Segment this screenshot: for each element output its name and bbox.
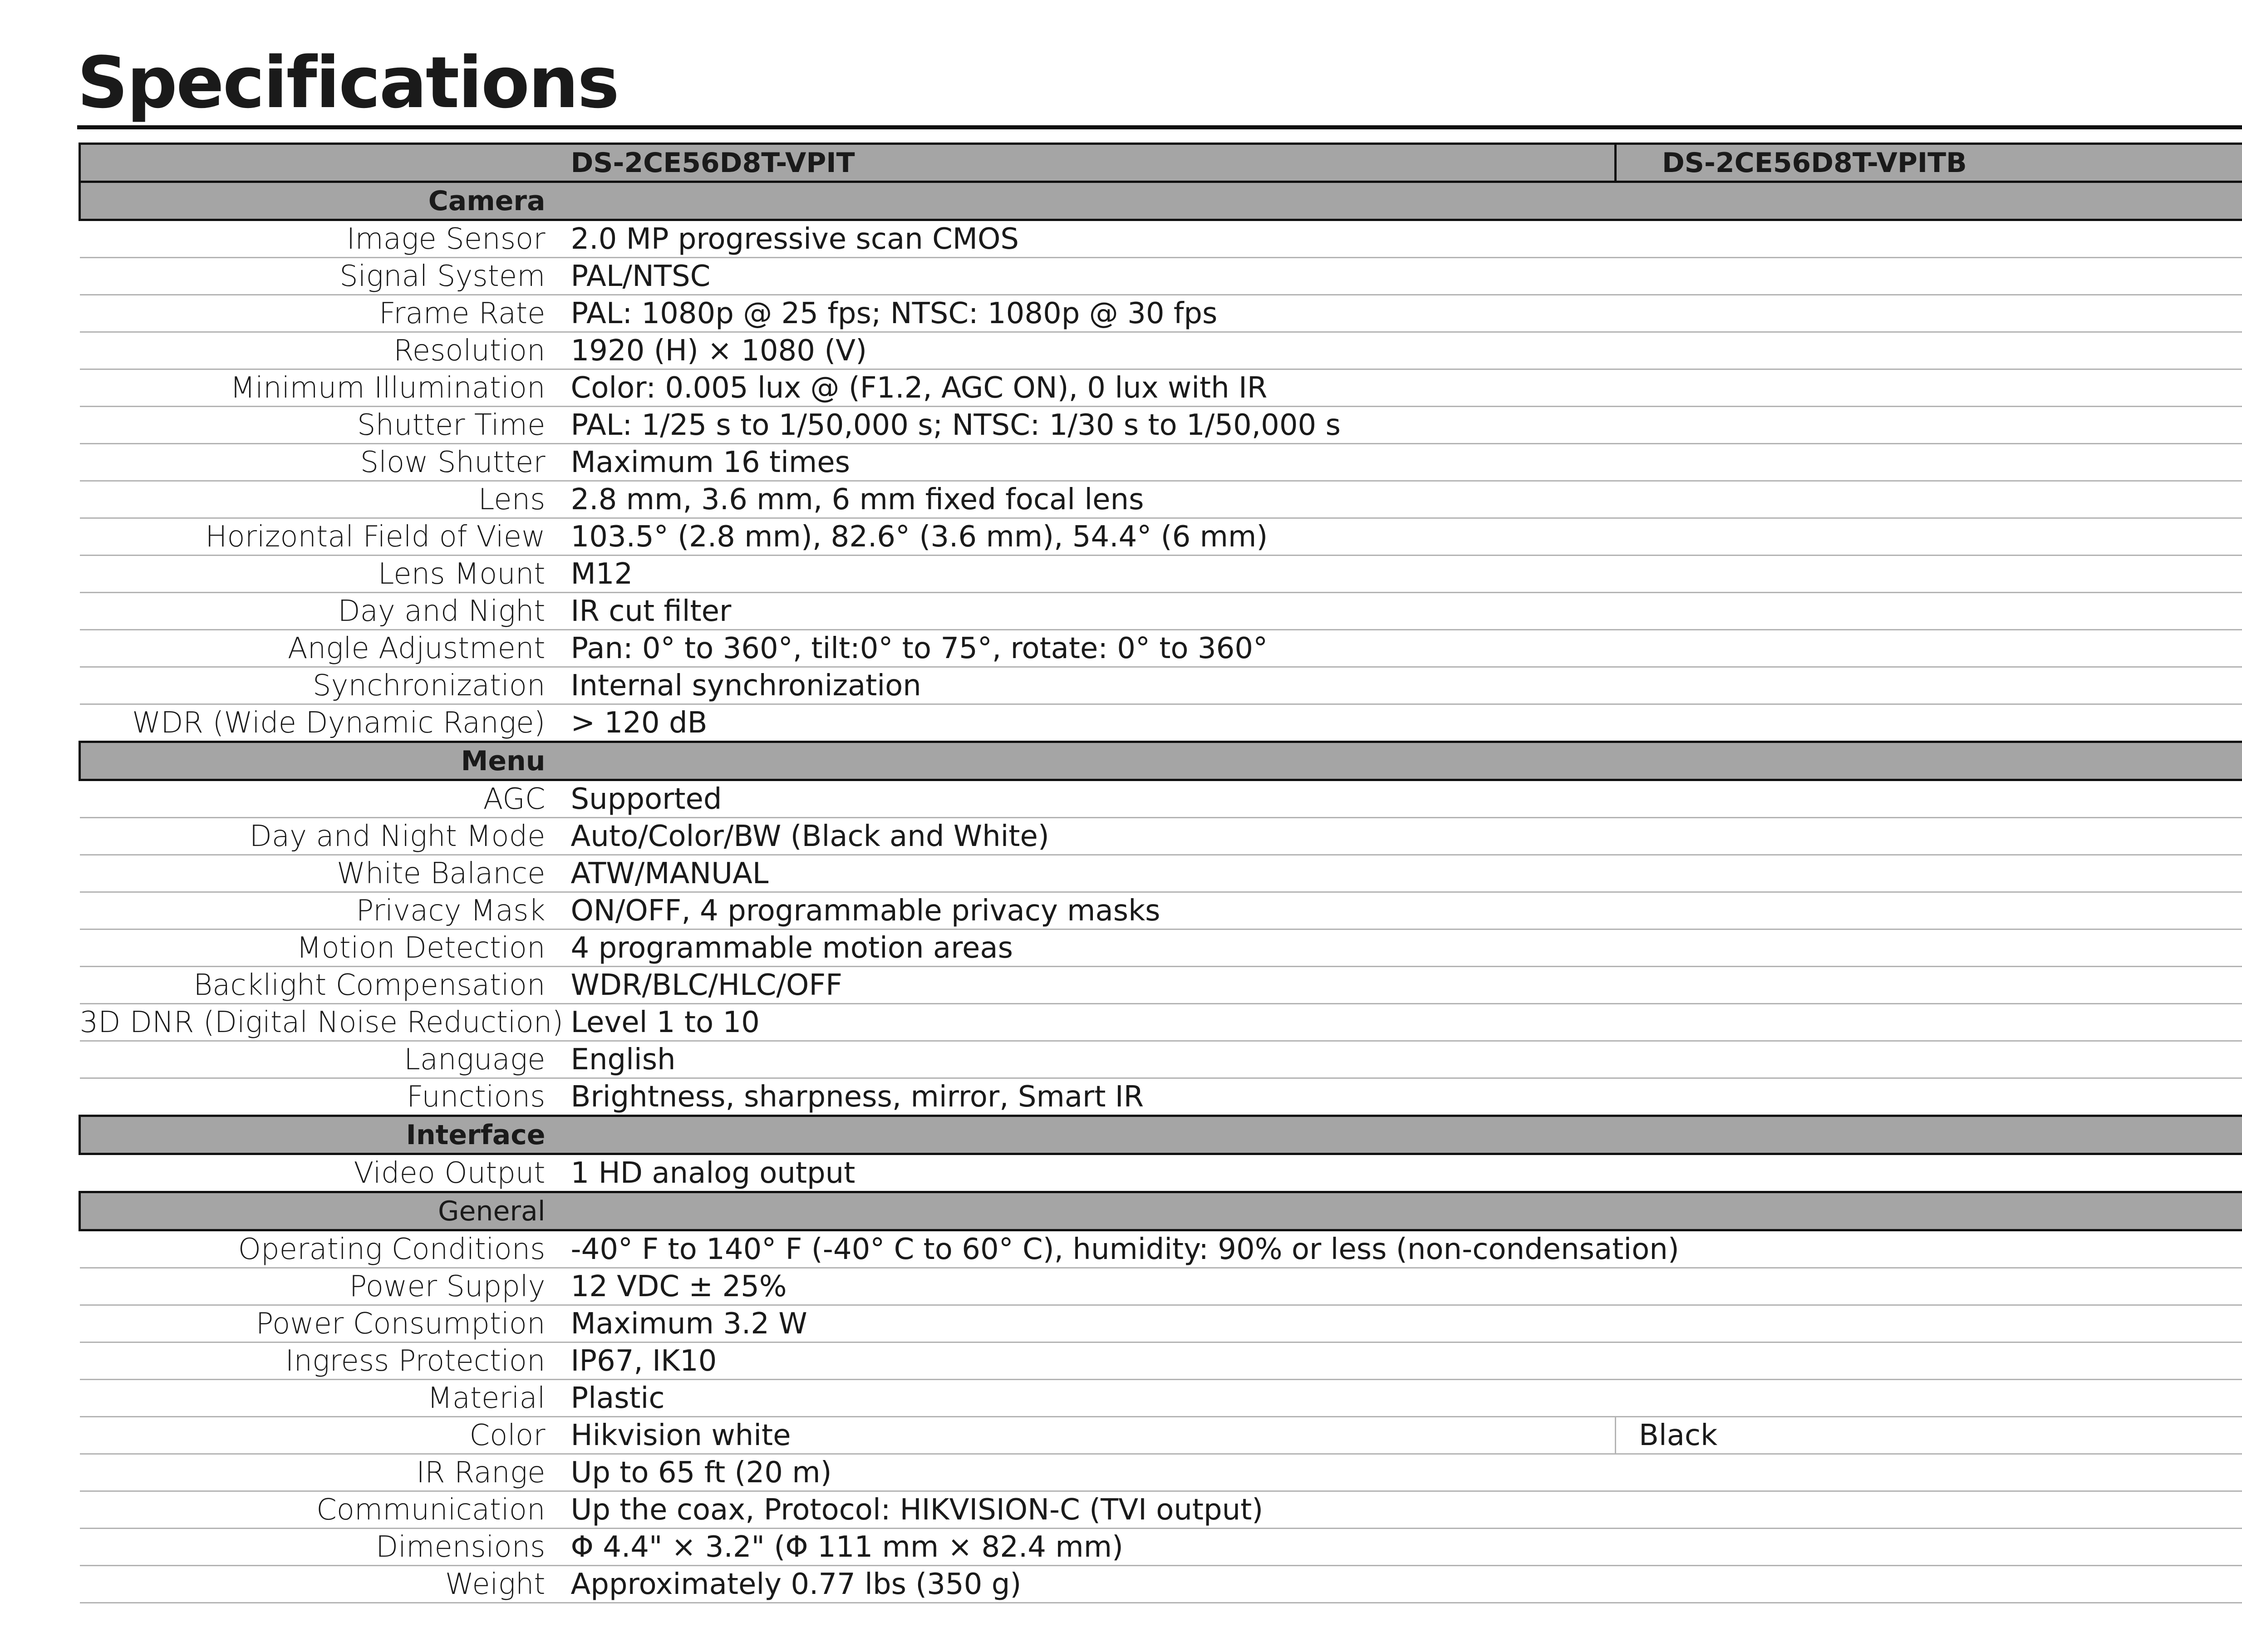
spec-row-ingress-protection [80,1342,2242,1380]
section-title: General [80,1192,571,1230]
spec-row-resolution [80,332,2242,369]
spec-value: 1920 (H) × 1080 (V) [571,332,2242,369]
spec-value: Pan: 0° to 360°, tilt:0° to 75°, rotate: 0° to 360° [571,630,2242,667]
spec-value: English [571,1041,2242,1078]
spec-value: Up the coax, Protocol: HIKVISION-C (TVI output) [571,1491,2242,1529]
spec-row-shutter-time [80,407,2242,444]
spec-row-slow-shutter [80,444,2242,481]
model-header-row [80,144,2242,182]
specifications-table [79,143,2242,1603]
section-title: Camera [80,182,571,220]
spec-row-wdr-wide-dynamic-range [80,704,2242,742]
spec-value: Φ 4.4" × 3.2" (Φ 111 mm × 82.4 mm) [571,1529,2242,1566]
spec-label: Minimum Illumination [80,369,571,407]
spec-value: IR cut filter [571,593,2242,630]
spec-label: IR Range [80,1454,571,1491]
spec-label: Material [80,1380,571,1417]
spec-value: PAL/NTSC [571,258,2242,295]
spec-value: WDR/BLC/HLC/OFF [571,967,2242,1004]
spec-value: 103.5° (2.8 mm), 82.6° (3.6 mm), 54.4° (6 mm) [571,518,2242,556]
spec-row-material [80,1380,2242,1417]
spec-label: Communication [80,1491,571,1529]
spec-label: Angle Adjustment [80,630,571,667]
spec-value: Maximum 16 times [571,444,2242,481]
spec-value: PAL: 1/25 s to 1/50,000 s; NTSC: 1/30 s to 1/50,000 s [571,407,2242,444]
spec-value: Approximately 0.77 lbs (350 g) [571,1566,2242,1603]
spec-label: Image Sensor [80,220,571,258]
spec-label: Lens Mount [80,556,571,593]
spec-label: Privacy Mask [80,892,571,929]
spec-row-image-sensor [80,220,2242,258]
spec-value: 4 programmable motion areas [571,929,2242,967]
spec-label: Shutter Time [80,407,571,444]
spec-value: Plastic [571,1380,2242,1417]
spec-label: Slow Shutter [80,444,571,481]
spec-label: Synchronization [80,667,571,704]
specifications-table-body [80,144,2242,1603]
spec-value: M12 [571,556,2242,593]
model-header-vpitb: DS-2CE56D8T-VPITB [1616,144,2242,182]
spec-value: Maximum 3.2 W [571,1305,2242,1342]
spec-label: WDR (Wide Dynamic Range) [80,704,571,742]
spec-row-power-consumption [80,1305,2242,1342]
spec-label: 3D DNR (Digital Noise Reduction) [80,1004,571,1041]
section-header-menu [80,742,2242,780]
spec-value: Color: 0.005 lux @ (F1.2, AGC ON), 0 lux with IR [571,369,2242,407]
spec-row-functions [80,1078,2242,1116]
spec-row-video-output [80,1154,2242,1192]
spec-value: Supported [571,780,2242,818]
spec-label: Motion Detection [80,929,571,967]
spec-row-white-balance [80,855,2242,892]
section-header-interface [80,1116,2242,1154]
spec-label: Resolution [80,332,571,369]
spec-row-backlight-compensation [80,967,2242,1004]
spec-row-motion-detection [80,929,2242,967]
spec-row-day-and-night [80,593,2242,630]
spec-label: Functions [80,1078,571,1116]
spec-row-frame-rate [80,295,2242,332]
spec-value: Internal synchronization [571,667,2242,704]
model-header-spacer [80,144,571,182]
spec-label: Lens [80,481,571,518]
model-header-vpit: DS-2CE56D8T-VPIT [571,144,1616,182]
spec-value: 2.8 mm, 3.6 mm, 6 mm fixed focal lens [571,481,2242,518]
spec-value: 12 VDC ± 25% [571,1268,2242,1305]
spec-label: Color [80,1417,571,1454]
spec-row-dimensions [80,1529,2242,1566]
page-title: Specifications [77,41,618,124]
section-header-fill [571,1192,2242,1230]
spec-value: Hikvision white [571,1417,1616,1454]
spec-value: Up to 65 ft (20 m) [571,1454,2242,1491]
spec-row-horizontal-field-of-view [80,518,2242,556]
section-title: Interface [80,1116,571,1154]
section-header-fill [571,182,2242,220]
spec-value: ON/OFF, 4 programmable privacy masks [571,892,2242,929]
spec-label: Operating Conditions [80,1230,571,1268]
spec-row-agc [80,780,2242,818]
section-header-general [80,1192,2242,1230]
spec-value: IP67, IK10 [571,1342,2242,1380]
spec-row-lens [80,481,2242,518]
spec-row-angle-adjustment [80,630,2242,667]
spec-row-minimum-illumination [80,369,2242,407]
spec-value: Level 1 to 10 [571,1004,2242,1041]
spec-row-ir-range [80,1454,2242,1491]
section-header-fill [571,1116,2242,1154]
section-header-fill [571,742,2242,780]
spec-row-power-supply [80,1268,2242,1305]
spec-label: Day and Night Mode [80,818,571,855]
section-header-camera [80,182,2242,220]
spec-label: Video Output [80,1154,571,1192]
spec-label: Frame Rate [80,295,571,332]
spec-row-color [80,1417,2242,1454]
spec-row-communication [80,1491,2242,1529]
spec-row-synchronization [80,667,2242,704]
spec-row-privacy-mask [80,892,2242,929]
spec-row-day-and-night-mode [80,818,2242,855]
spec-value: ATW/MANUAL [571,855,2242,892]
spec-label: Backlight Compensation [80,967,571,1004]
spec-label: Day and Night [80,593,571,630]
spec-label: Power Supply [80,1268,571,1305]
spec-label: Dimensions [80,1529,571,1566]
spec-label: AGC [80,780,571,818]
spec-row-language [80,1041,2242,1078]
spec-value: 1 HD analog output [571,1154,2242,1192]
spec-value: 2.0 MP progressive scan CMOS [571,220,2242,258]
spec-value-model-2: Black [1616,1417,2242,1454]
spec-value: -40° F to 140° F (-40° C to 60° C), humidity: 90% or less (non-condensation) [571,1230,2242,1268]
spec-value: Brightness, sharpness, mirror, Smart IR [571,1078,2242,1116]
spec-value: > 120 dB [571,704,2242,742]
spec-row-operating-conditions [80,1230,2242,1268]
spec-label: Power Consumption [80,1305,571,1342]
spec-label: Weight [80,1566,571,1603]
spec-label: Language [80,1041,571,1078]
spec-row-3d-dnr-digital-noise-reduction [80,1004,2242,1041]
spec-value: Auto/Color/BW (Black and White) [571,818,2242,855]
spec-row-weight [80,1566,2242,1603]
spec-value: PAL: 1080p @ 25 fps; NTSC: 1080p @ 30 fps [571,295,2242,332]
spec-label: White Balance [80,855,571,892]
title-divider [77,125,2242,129]
spec-row-signal-system [80,258,2242,295]
section-title: Menu [80,742,571,780]
spec-label: Ingress Protection [80,1342,571,1380]
spec-row-lens-mount [80,556,2242,593]
spec-label: Signal System [80,258,571,295]
spec-label: Horizontal Field of View [80,518,571,556]
